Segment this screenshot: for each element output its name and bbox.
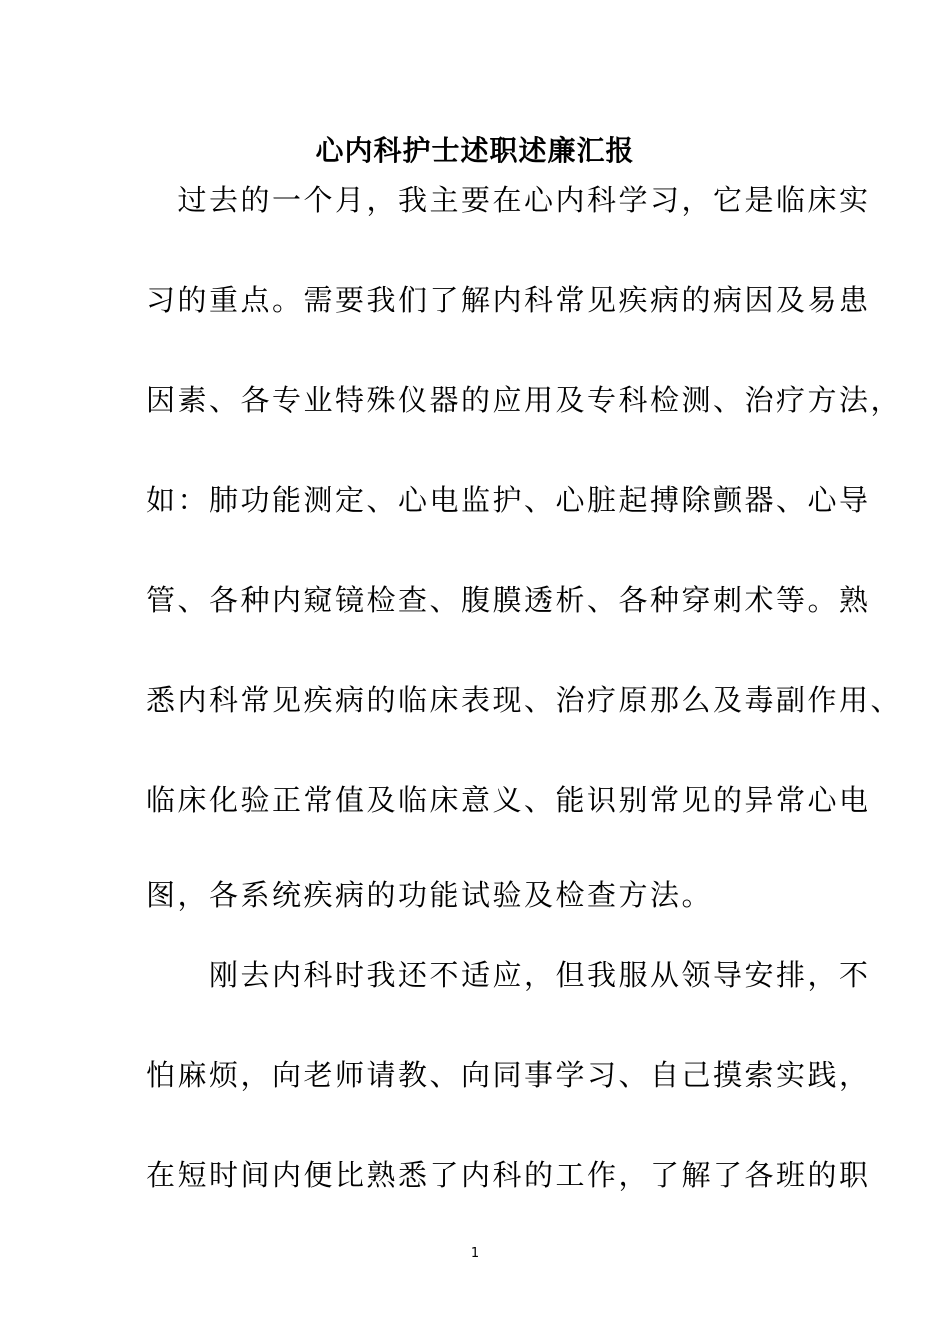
- text-line: 过去的一个月，我主要在心内科学习，它是临床实: [146, 183, 871, 217]
- text-line: 刚去内科时我还不适应，但我服从领导安排，不: [146, 958, 871, 992]
- page-number: 1: [470, 1246, 480, 1261]
- text-line: 管、各种内窥镜检查、腹膜透析、各种穿刺术等。熟: [146, 583, 871, 617]
- text-line: 图，各系统疾病的功能试验及检查方法。: [146, 878, 714, 912]
- text-line: 怕麻烦，向老师请教、向同事学习、自己摸索实践，: [146, 1058, 871, 1092]
- text-line: 习的重点。需要我们了解内科常见疾病的病因及易患: [146, 283, 871, 317]
- text-line: 在短时间内便比熟悉了内科的工作，了解了各班的职: [146, 1158, 871, 1192]
- document-title: 心内科护士述职述廉汇报: [315, 134, 635, 167]
- text-line: 临床化验正常值及临床意义、能识别常见的异常心电: [146, 783, 871, 817]
- text-line: 悉内科常见疾病的临床表现、治疗原那么及毒副作用、: [146, 683, 903, 717]
- text-line: 因素、各专业特殊仪器的应用及专科检测、治疗方法，: [146, 383, 903, 417]
- text-line: 如：肺功能测定、心电监护、心脏起搏除颤器、心导: [146, 483, 871, 517]
